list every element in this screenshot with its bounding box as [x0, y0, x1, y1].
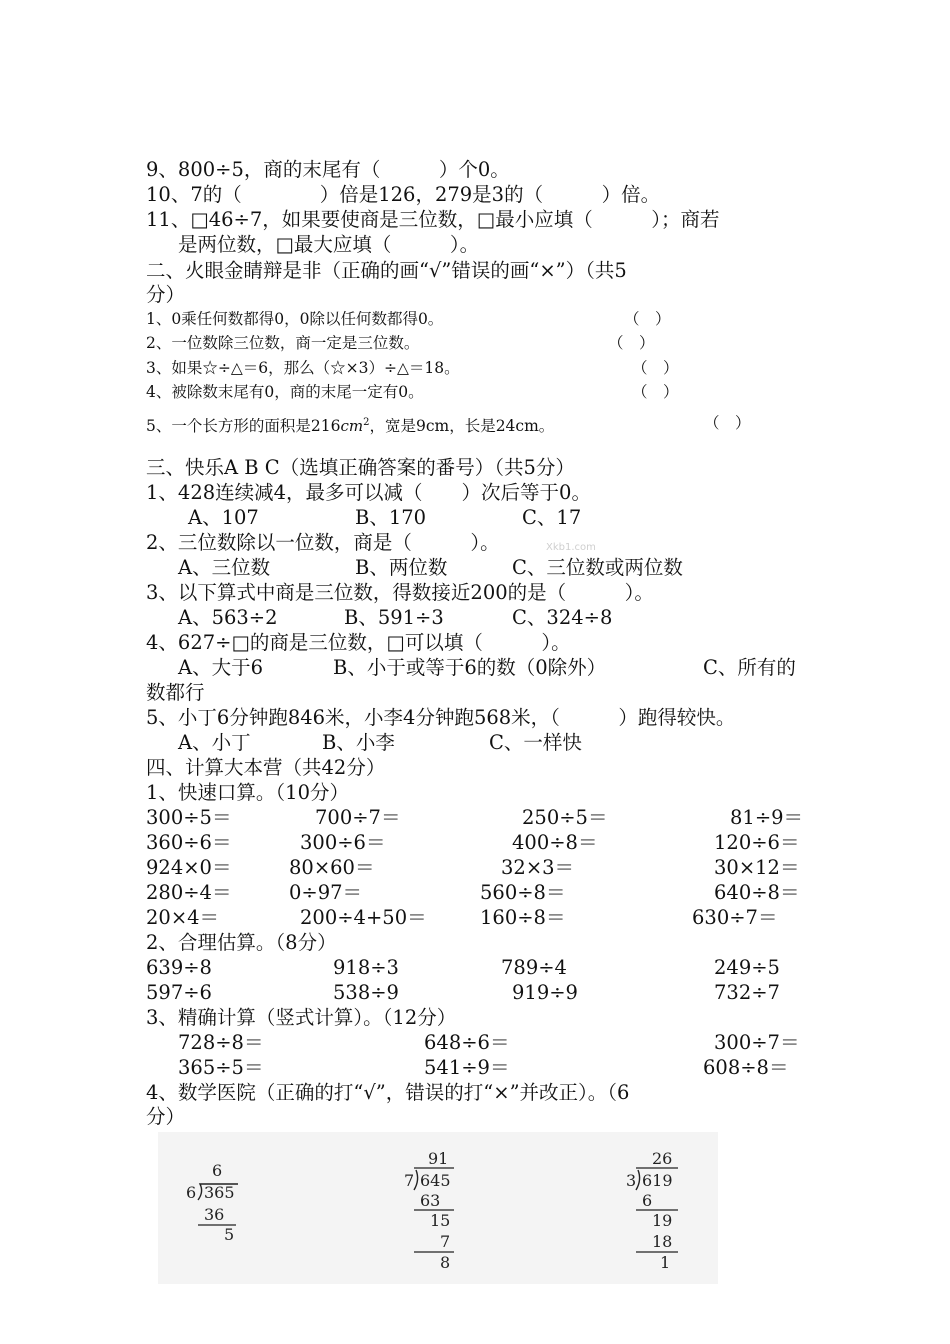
- question-9: 9、800÷5，商的末尾有（ ）个0。: [146, 158, 510, 181]
- oral-calc-item: 80×60＝: [289, 856, 375, 879]
- watermark-text: Xkb1.com: [546, 542, 596, 553]
- choice-q4: 4、627÷□的商是三位数，□可以填（ ）。: [146, 631, 571, 654]
- choice-q1-opt-b[interactable]: B、170: [355, 506, 427, 529]
- judge-item-5-rest: ，宽是9cm，长是24cm。: [369, 417, 555, 436]
- oral-calc-item: 700÷7＝: [315, 806, 401, 829]
- oral-calc-item: 81÷9＝: [730, 806, 804, 829]
- ld2-step: 7: [440, 1232, 451, 1251]
- exact-calc-item: 541÷9＝: [424, 1056, 510, 1079]
- choice-q3-opt-a[interactable]: A、563÷2: [178, 606, 278, 629]
- ld2-bracket: [414, 1170, 418, 1190]
- long-division-2: [404, 1149, 454, 1272]
- choice-q1-opt-a[interactable]: A、107: [188, 506, 259, 529]
- oral-calc-item: 560÷8＝: [480, 881, 566, 904]
- section3-title: 三、快乐A B C（选填正确答案的番号）（共5分）: [146, 456, 575, 479]
- ld2-divisor: 7: [404, 1171, 415, 1190]
- estimate-title: 2、合理估算。（8分）: [146, 931, 337, 954]
- ld3-divisor: 3: [626, 1171, 637, 1190]
- choice-q5-opt-c[interactable]: C、一样快: [489, 731, 582, 754]
- ld2-step: 8: [440, 1253, 451, 1272]
- choice-q3-opt-b[interactable]: B、591÷3: [344, 606, 444, 629]
- ld3-step: 6: [642, 1191, 653, 1210]
- estimate-item: 732÷7: [714, 981, 780, 1004]
- choice-q5-opt-b[interactable]: B、小李: [322, 731, 395, 754]
- ld3-bracket: [636, 1170, 640, 1190]
- judge-paren-1[interactable]: （ ）: [624, 310, 671, 328]
- choice-q4-opt-c[interactable]: C、所有的: [703, 656, 796, 679]
- choice-q1-opt-c[interactable]: C、17: [522, 506, 582, 529]
- estimate-item: 249÷5: [714, 956, 780, 979]
- exact-calc-item: 365÷5＝: [178, 1056, 264, 1079]
- question-11-cont: 是两位数，□最大应填（ ）。: [178, 233, 480, 256]
- question-11: 11、□46÷7，如果要使商是三位数，□最小应填（ ）；商若: [146, 208, 720, 231]
- judge-paren-2[interactable]: （ ）: [608, 334, 655, 352]
- oral-calc-item: 400÷8＝: [512, 831, 598, 854]
- section2-title-cont: 分）: [146, 283, 186, 306]
- oral-calc-item: 360÷6＝: [146, 831, 232, 854]
- judge-item-5-text: 5、一个长方形的面积是216: [146, 417, 341, 436]
- oral-calc-item: 924×0＝: [146, 856, 232, 879]
- oral-calc-item: 160÷8＝: [480, 906, 566, 929]
- ld3-step: 1: [660, 1253, 671, 1272]
- long-division-figure: [158, 1132, 718, 1284]
- ld3-step: 18: [652, 1232, 673, 1251]
- choice-q1: 1、428连续减4，最多可以减（ ）次后等于0。: [146, 481, 591, 504]
- oral-calc-item: 32×3＝: [501, 856, 575, 879]
- judge-item-5: [146, 412, 554, 437]
- unit-exponent: 2: [363, 417, 370, 428]
- question-10: 10、7的（ ）倍是126，279是3的（ ）倍。: [146, 183, 661, 206]
- judge-item-4: 4、被除数末尾有0，商的末尾一定有0。: [146, 383, 424, 401]
- choice-q3-opt-c[interactable]: C、324÷8: [512, 606, 613, 629]
- estimate-item: 639÷8: [146, 956, 212, 979]
- judge-item-1: 1、0乘任何数都得0，0除以任何数都得0。: [146, 310, 444, 328]
- estimate-item: 918÷3: [333, 956, 399, 979]
- ld3-quotient: 26: [652, 1149, 673, 1168]
- oral-calc-item: 640÷8＝: [714, 881, 800, 904]
- judge-paren-3[interactable]: （ ）: [632, 359, 679, 377]
- choice-q2-opt-c[interactable]: C、三位数或两位数: [512, 556, 683, 579]
- math-hospital-title-cont: 分）: [146, 1105, 186, 1128]
- judge-item-2: 2、一位数除三位数，商一定是三位数。: [146, 334, 420, 352]
- exact-calc-item: 728÷8＝: [178, 1031, 264, 1054]
- choice-q5: 5、小丁6分钟跑846米，小李4分钟跑568米，（ ）跑得较快。: [146, 706, 736, 729]
- judge-paren-4[interactable]: （ ）: [632, 383, 679, 401]
- oral-calc-title: 1、快速口算。（10分）: [146, 781, 349, 804]
- judge-item-3: 3、如果☆÷△＝6，那么（☆×3）÷△＝18。: [146, 359, 460, 377]
- ld1-step: 5: [224, 1225, 235, 1244]
- ld1-dividend: 365: [204, 1183, 235, 1202]
- oral-calc-item: 200÷4+50＝: [300, 906, 427, 929]
- choice-q2-opt-a[interactable]: A、三位数: [178, 556, 271, 579]
- exact-calc-title: 3、精确计算（竖式计算）。（12分）: [146, 1006, 457, 1029]
- estimate-item: 789÷4: [501, 956, 567, 979]
- estimate-item: 538÷9: [333, 981, 399, 1004]
- ld2-quotient: 91: [428, 1149, 449, 1168]
- oral-calc-item: 250÷5＝: [522, 806, 608, 829]
- unit-cm: cm: [340, 417, 364, 436]
- choice-q5-opt-a[interactable]: A、小丁: [178, 731, 251, 754]
- ld3-dividend: 619: [642, 1171, 673, 1190]
- choice-q4-opt-a[interactable]: A、大于6: [178, 656, 263, 679]
- judge-paren-5[interactable]: （ ）: [704, 414, 751, 432]
- long-division-3: [626, 1149, 678, 1272]
- ld2-dividend: 645: [420, 1171, 451, 1190]
- ld1-quotient: 6: [212, 1161, 223, 1180]
- estimate-item: 919÷9: [512, 981, 578, 1004]
- math-hospital-title: 4、数学医院（正确的打“√”，错误的打“×”并改正）。（6: [146, 1081, 630, 1104]
- ld1-step: 36: [204, 1205, 225, 1224]
- oral-calc-item: 300÷6＝: [300, 831, 386, 854]
- choice-q3: 3、以下算式中商是三位数，得数接近200的是（ ）。: [146, 581, 654, 604]
- choice-q2: 2、三位数除以一位数，商是（ ）。: [146, 531, 500, 554]
- section4-title: 四、计算大本营（共42分）: [146, 756, 386, 779]
- oral-calc-item: 20×4＝: [146, 906, 220, 929]
- ld3-step: 19: [652, 1211, 673, 1230]
- oral-calc-item: 300÷5＝: [146, 806, 232, 829]
- choice-q4-opt-b[interactable]: B、小于或等于6的数（0除外）: [333, 656, 607, 679]
- exact-calc-item: 608÷8＝: [703, 1056, 789, 1079]
- ld2-step: 63: [420, 1191, 441, 1210]
- exact-calc-item: 300÷7＝: [714, 1031, 800, 1054]
- ld2-step: 15: [430, 1211, 451, 1230]
- oral-calc-item: 280÷4＝: [146, 881, 232, 904]
- oral-calc-item: 30×12＝: [714, 856, 800, 879]
- oral-calc-item: 630÷7＝: [692, 906, 778, 929]
- section2-title: 二、火眼金睛辩是非（正确的画“√”错误的画“×”）（共5: [146, 259, 627, 282]
- choice-q4-cont: 数都行: [146, 681, 205, 704]
- ld1-divisor: 6: [186, 1183, 197, 1202]
- oral-calc-item: 120÷6＝: [714, 831, 800, 854]
- estimate-item: 597÷6: [146, 981, 212, 1004]
- oral-calc-item: 0÷97＝: [289, 881, 363, 904]
- exact-calc-item: 648÷6＝: [424, 1031, 510, 1054]
- long-division-svg: [158, 1132, 718, 1284]
- choice-q2-opt-b[interactable]: B、两位数: [355, 556, 448, 579]
- long-division-1: [186, 1161, 238, 1244]
